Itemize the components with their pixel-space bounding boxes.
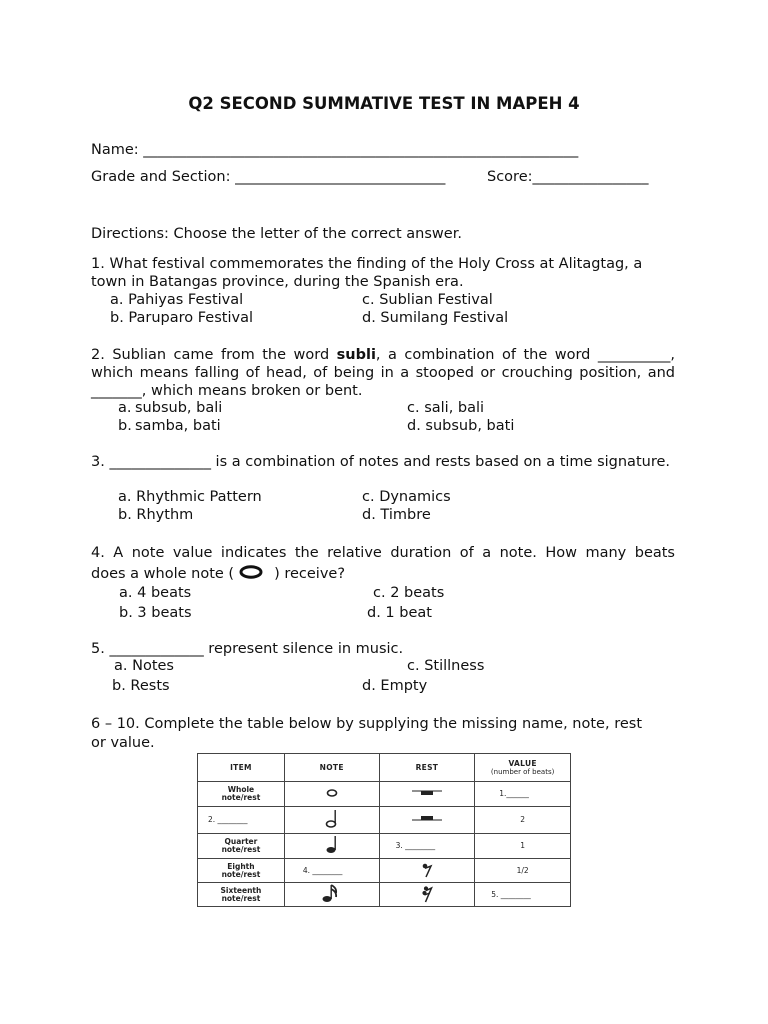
row-sixteenth-value: 5. ________: [475, 883, 571, 907]
header-rest: REST: [379, 754, 475, 782]
table-row: [198, 807, 571, 834]
row-quarter-value: 1: [475, 834, 571, 859]
q2-choice-b-letter: b.: [118, 418, 132, 434]
quarter-note-icon: [325, 835, 339, 855]
whole-note-icon: [238, 565, 264, 579]
q1-choice-c: c. Sublian Festival: [362, 292, 493, 308]
row-quarter-rest: 3. ________: [379, 834, 475, 859]
directions: Directions: Choose the letter of the correct answer.: [91, 226, 462, 242]
row-eighth-value: 1/2: [475, 859, 571, 883]
question-5-text: 5. _____________ represent silence in music.: [91, 641, 404, 657]
header-item: ITEM: [198, 754, 285, 782]
q4-choice-a: a. 4 beats: [119, 585, 192, 601]
q4-text-end: ) receive?: [274, 566, 346, 582]
table-row: [198, 859, 571, 883]
whole-rest-icon: [410, 788, 444, 798]
q3-choice-d: d. Timbre: [362, 507, 431, 523]
q2-text-start: 2. Sublian came from the word: [91, 347, 337, 363]
q2-choice-b-text: samba, bati: [135, 418, 221, 434]
row-eighth-note: 4. ________: [284, 859, 379, 883]
q4-choice-c: c. 2 beats: [373, 585, 445, 601]
q2-bold-word: subli: [336, 347, 376, 363]
q3-choice-c: c. Dynamics: [362, 489, 451, 505]
row-half-value: 2: [475, 807, 571, 834]
q1-choice-a: a. Pahiyas Festival: [110, 292, 244, 308]
row-quarter-note: [284, 834, 379, 859]
q3-choice-b: b. Rhythm: [118, 507, 194, 523]
half-rest-icon: [410, 813, 444, 825]
header-value: [475, 754, 571, 782]
header-note: NOTE: [284, 754, 379, 782]
q4-choice-b: b. 3 beats: [119, 605, 192, 621]
question-2-text: [91, 346, 675, 400]
question-4-line-2: [91, 565, 345, 582]
question-4-line-1: 4. A note value indicates the relative duration of a note. How many beats: [91, 545, 675, 561]
page-title: Q2 SECOND SUMMATIVE TEST IN MAPEH 4: [188, 94, 580, 113]
row-whole-note: [284, 782, 379, 807]
table-header-row: [198, 754, 571, 782]
sixteenth-note-icon: [321, 884, 343, 904]
question-6-10-line-2: or value.: [91, 735, 155, 751]
row-half-note: [284, 807, 379, 834]
header-value-label: VALUE: [508, 758, 537, 768]
row-sixteenth-rest: [379, 883, 475, 907]
row-whole-value: 1.______: [475, 782, 571, 807]
sixteenth-rest-icon: [421, 885, 433, 903]
table-row: [198, 834, 571, 859]
row-sixteenth-item: Sixteenth note/rest: [198, 883, 285, 907]
q5-choice-b: b. Rests: [112, 678, 170, 694]
row-quarter-item: Quarter note/rest: [198, 834, 285, 859]
header-value-sub: (number of beats): [490, 767, 555, 776]
row-half-item: 2. ________: [198, 807, 285, 834]
question-3-text: 3. ______________ is a combination of notes and rests based on a time signature.: [91, 454, 670, 470]
grade-section-field: Grade and Section: _____________________________: [91, 169, 446, 185]
name-field: Name: ____________________________________________________________: [91, 142, 579, 158]
row-sixteenth-note: [284, 883, 379, 907]
q2-text-end: , a combination of the word __________, which means falling of head, of being in a stooped or crouching position, and _______, which means broken or bent.: [91, 347, 675, 399]
q5-choice-a: a. Notes: [114, 658, 174, 674]
score-field: Score:________________: [487, 169, 649, 185]
q1-choice-d: d. Sumilang Festival: [362, 310, 509, 326]
q5-choice-d: d. Empty: [362, 678, 428, 694]
note-value-table: [197, 753, 571, 907]
table-row: [198, 782, 571, 807]
q1-choice-b: b. Paruparo Festival: [110, 310, 253, 326]
table-row: [198, 883, 571, 907]
row-half-rest: [379, 807, 475, 834]
whole-note-icon: [325, 788, 339, 798]
q4-text-start: does a whole note (: [91, 566, 235, 582]
question-1-line-2: town in Batangas province, during the Spanish era.: [91, 274, 464, 290]
half-note-icon: [325, 809, 339, 829]
q2-choice-c: c. sali, bali: [407, 400, 485, 416]
q2-choice-d: d. subsub, bati: [407, 418, 515, 434]
row-eighth-rest: [379, 859, 475, 883]
row-whole-rest: [379, 782, 475, 807]
eighth-rest-icon: [421, 862, 433, 878]
q2-choice-a-letter: a.: [118, 400, 132, 416]
q5-choice-c: c. Stillness: [407, 658, 485, 674]
row-eighth-item: Eighth note/rest: [198, 859, 285, 883]
row-whole-item: Whole note/rest: [198, 782, 285, 807]
question-6-10-line-1: 6 – 10. Complete the table below by supplying the missing name, note, rest: [91, 716, 642, 732]
q2-choice-a-text: subsub, bali: [135, 400, 223, 416]
question-1-line-1: 1. What festival commemorates the finding of the Holy Cross at Alitagtag, a: [91, 256, 643, 272]
q4-choice-d: d. 1 beat: [367, 605, 432, 621]
q3-choice-a: a. Rhythmic Pattern: [118, 489, 262, 505]
